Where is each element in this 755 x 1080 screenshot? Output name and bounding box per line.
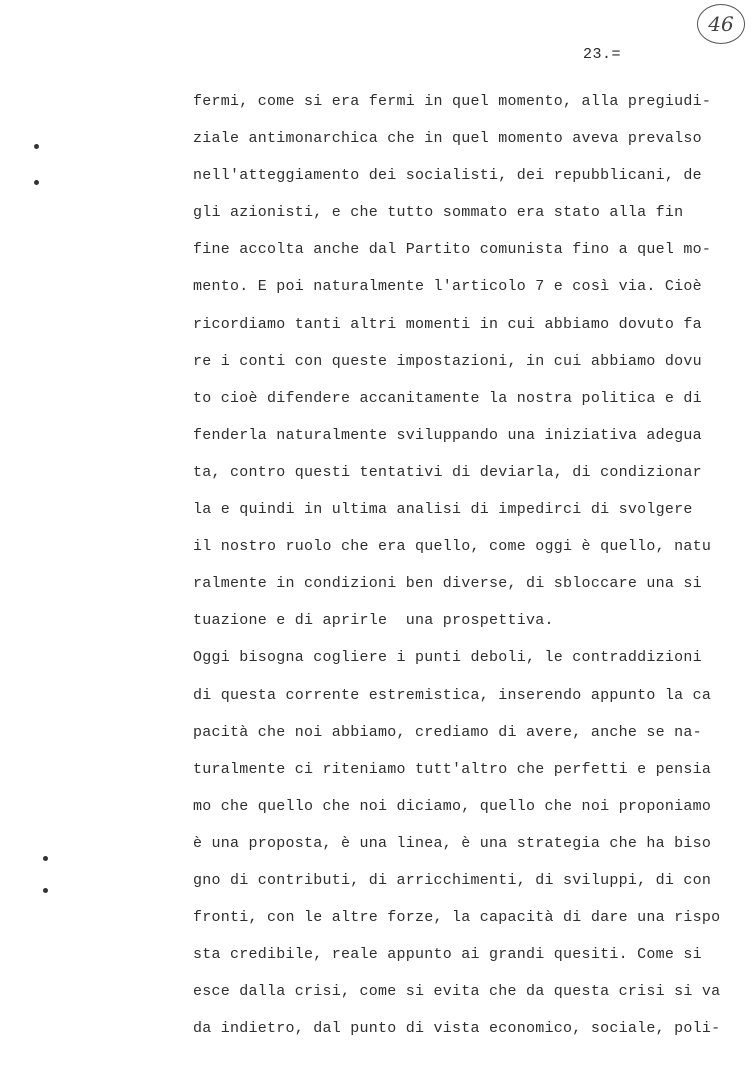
margin-mark xyxy=(34,180,39,185)
text-line: gno di contributi, di arricchimenti, di sviluppi, di con xyxy=(193,871,712,889)
handwritten-page-annotation xyxy=(697,4,745,44)
text-line: la e quindi in ultima analisi di impedirci di svolgere xyxy=(193,501,693,519)
margin-mark xyxy=(43,888,48,893)
text-line: nell'atteggiamento dei socialisti, dei repubblicani, de xyxy=(193,167,702,185)
text-line: ta, contro questi tentativi di deviarla, di condizionar xyxy=(193,463,702,481)
text-line: Oggi bisogna cogliere i punti deboli, le contraddizioni xyxy=(193,649,702,667)
text-line: fine accolta anche dal Partito comunista fino a quel mo- xyxy=(193,241,712,259)
text-line: pacità che noi abbiamo, crediamo di avere, anche se na- xyxy=(193,723,702,741)
text-line: mo che quello che noi diciamo, quello che noi proponiamo xyxy=(193,797,712,815)
text-line: re i conti con queste impostazioni, in cui abbiamo dovu xyxy=(193,352,702,370)
text-line: di questa corrente estremistica, inserendo appunto la ca xyxy=(193,686,712,704)
text-line: esce dalla crisi, come si evita che da questa crisi si va xyxy=(193,983,721,1001)
text-line: fenderla naturalmente sviluppando una iniziativa adegua xyxy=(193,426,702,444)
text-line: fermi, come si era fermi in quel momento, alla pregiudi- xyxy=(193,93,712,110)
text-line: ralmente in condizioni ben diverse, di sbloccare una si xyxy=(193,575,702,593)
text-line: to cioè difendere accanitamente la nostra politica e di xyxy=(193,389,702,407)
page-number: 23.= xyxy=(583,46,622,63)
text-line: da indietro, dal punto di vista economico, sociale, poli- xyxy=(193,1020,721,1038)
annotation-number: 46 xyxy=(708,12,734,36)
text-line: gli azionisti, e che tutto sommato era stato alla fin xyxy=(193,204,684,222)
text-line: ricordiamo tanti altri momenti in cui abbiamo dovuto fa xyxy=(193,315,702,333)
text-line: sta credibile, reale appunto ai grandi quesiti. Come si xyxy=(193,946,702,964)
text-line: il nostro ruolo che era quello, come oggi è quello, natu xyxy=(193,538,712,556)
text-line: fronti, con le altre forze, la capacità di dare una rispo xyxy=(193,909,721,927)
text-line: ziale antimonarchica che in quel momento aveva prevalso xyxy=(193,130,702,148)
body-text xyxy=(193,93,723,1057)
margin-mark xyxy=(34,144,39,149)
text-line: tuazione e di aprirle una prospettiva. xyxy=(193,612,554,630)
margin-mark xyxy=(43,856,48,861)
text-line: è una proposta, è una linea, è una strategia che ha biso xyxy=(193,834,712,852)
text-line: turalmente ci riteniamo tutt'altro che perfetti e pensia xyxy=(193,760,712,778)
text-line: mento. E poi naturalmente l'articolo 7 e così via. Cioè xyxy=(193,278,702,296)
